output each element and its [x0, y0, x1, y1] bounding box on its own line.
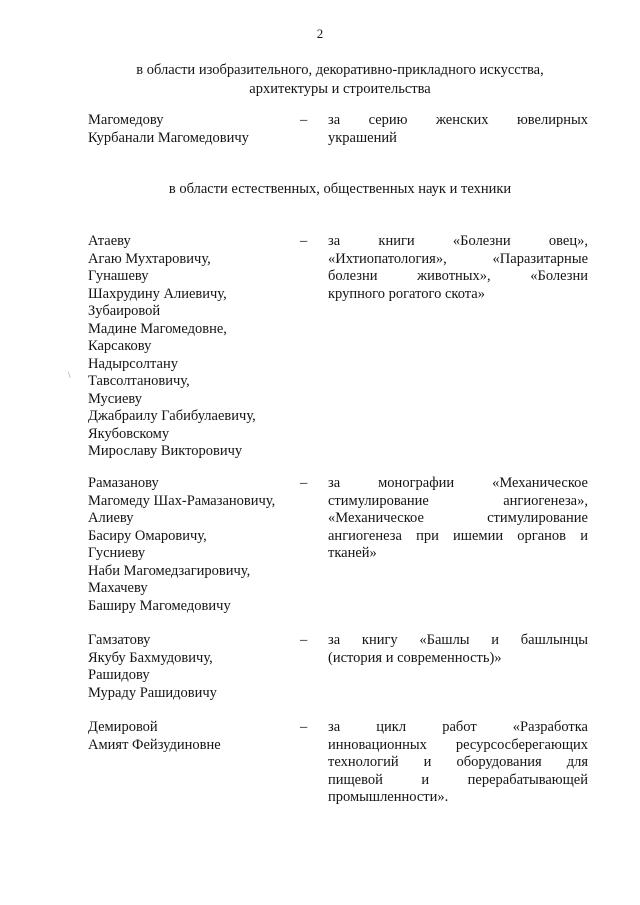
section-heading-arts [60, 61, 620, 99]
recipient-name-line: Шахрудину Алиевичу, [88, 285, 227, 302]
recipient-name-line: Мураду Рашидовичу [88, 684, 217, 701]
description-line: «Ихтиопатология», «Паразитарные [328, 250, 588, 267]
recipient-name-line: Агаю Мухтаровичу, [88, 250, 211, 267]
description-line: инновационных ресурсосберегающих [328, 736, 588, 753]
recipient-name-line: Карсакову [88, 338, 152, 354]
recipient-name-line: Мирославу Викторовичу [88, 443, 243, 459]
recipient-name-line: Амият Фейзудиновне [88, 736, 221, 753]
recipient-name-line: Курбанали Магомедовичу [88, 129, 249, 146]
award-description [328, 719, 588, 807]
recipient-name-line: Басиру Омаровичу, [88, 527, 207, 544]
award-description [328, 233, 588, 303]
recipient-name-line: Якубовскому [88, 425, 170, 442]
recipient-name-line: Атаеву [88, 233, 131, 249]
recipient-name-line: Гамзатову [88, 632, 151, 648]
dash: – [300, 112, 308, 128]
description-line: технологий и оборудования для [328, 754, 588, 770]
recipient-name-line: Мадине Магомедовне, [88, 320, 227, 337]
description-line: стимулирование ангиогенеза», [328, 492, 588, 509]
recipient-name-line: Алиеву [88, 510, 134, 526]
recipient-names [88, 112, 288, 147]
description-line: промышленности». [328, 789, 449, 805]
section-heading-line: в области естественных, общественных наук и техники [168, 181, 512, 197]
recipient-name-line: Наби Магомедзагировичу, [88, 562, 251, 579]
recipient-name-line: Гунашеву [88, 268, 149, 284]
recipient-name-line: Гусниеву [88, 545, 146, 561]
dash: – [300, 475, 308, 491]
recipient-names [88, 233, 288, 461]
recipient-name-line: Надырсолтану [88, 355, 178, 372]
recipient-name-line: Тавсолтановичу, [88, 373, 190, 389]
recipient-name-line: Демировой [88, 719, 158, 735]
page-number: 2 [316, 26, 324, 41]
award-description [328, 475, 588, 563]
section-heading-line: в области изобразительного, декоративно-прикладного искусства, [136, 62, 544, 78]
description-line: крупного рогатого скота» [328, 285, 485, 302]
recipient-name-line: Джабраилу Габибулаевичу, [88, 408, 256, 424]
description-line: (история и современность)» [328, 649, 502, 666]
recipient-name-line: Баширу Магомедовичу [88, 597, 231, 614]
recipient-name-line: Мусиеву [88, 390, 143, 407]
award-description [328, 112, 588, 147]
description-line: за монографии «Механическое [328, 475, 588, 491]
description-line: ангиогенеза при ишемии органов и [328, 527, 588, 544]
recipient-names [88, 632, 288, 702]
description-line: украшений [328, 129, 397, 146]
description-line: тканей» [328, 545, 377, 561]
recipient-names [88, 475, 288, 615]
recipient-name-line: Магомедову [88, 112, 164, 128]
description-line: «Механическое стимулирование [328, 510, 588, 526]
recipient-name-line: Зубаировой [88, 303, 161, 319]
description-line: за серию женских ювелирных [328, 112, 588, 128]
section-heading-line: архитектуры и строительства [249, 81, 431, 97]
description-line: пищевой и перерабатывающей [328, 771, 588, 788]
description-line: болезни животных», «Болезни [328, 268, 588, 284]
recipient-name-line: Рамазанову [88, 475, 159, 491]
recipient-names [88, 719, 288, 754]
dash: – [300, 719, 308, 735]
scan-speck: \ [68, 370, 71, 380]
recipient-name-line: Махачеву [88, 580, 148, 596]
dash: – [300, 233, 308, 249]
description-line: за книги «Болезни овец», [328, 233, 588, 249]
recipient-name-line: Магомеду Шах-Рамазановичу, [88, 492, 276, 509]
recipient-name-line: Рашидову [88, 667, 150, 683]
dash: – [300, 632, 308, 648]
section-heading-sciences [60, 180, 620, 199]
award-description [328, 632, 588, 667]
description-line: за книгу «Башлы и башлынцы [328, 632, 588, 648]
description-line: за цикл работ «Разработка [328, 719, 588, 735]
recipient-name-line: Якубу Бахмудовичу, [88, 649, 213, 666]
